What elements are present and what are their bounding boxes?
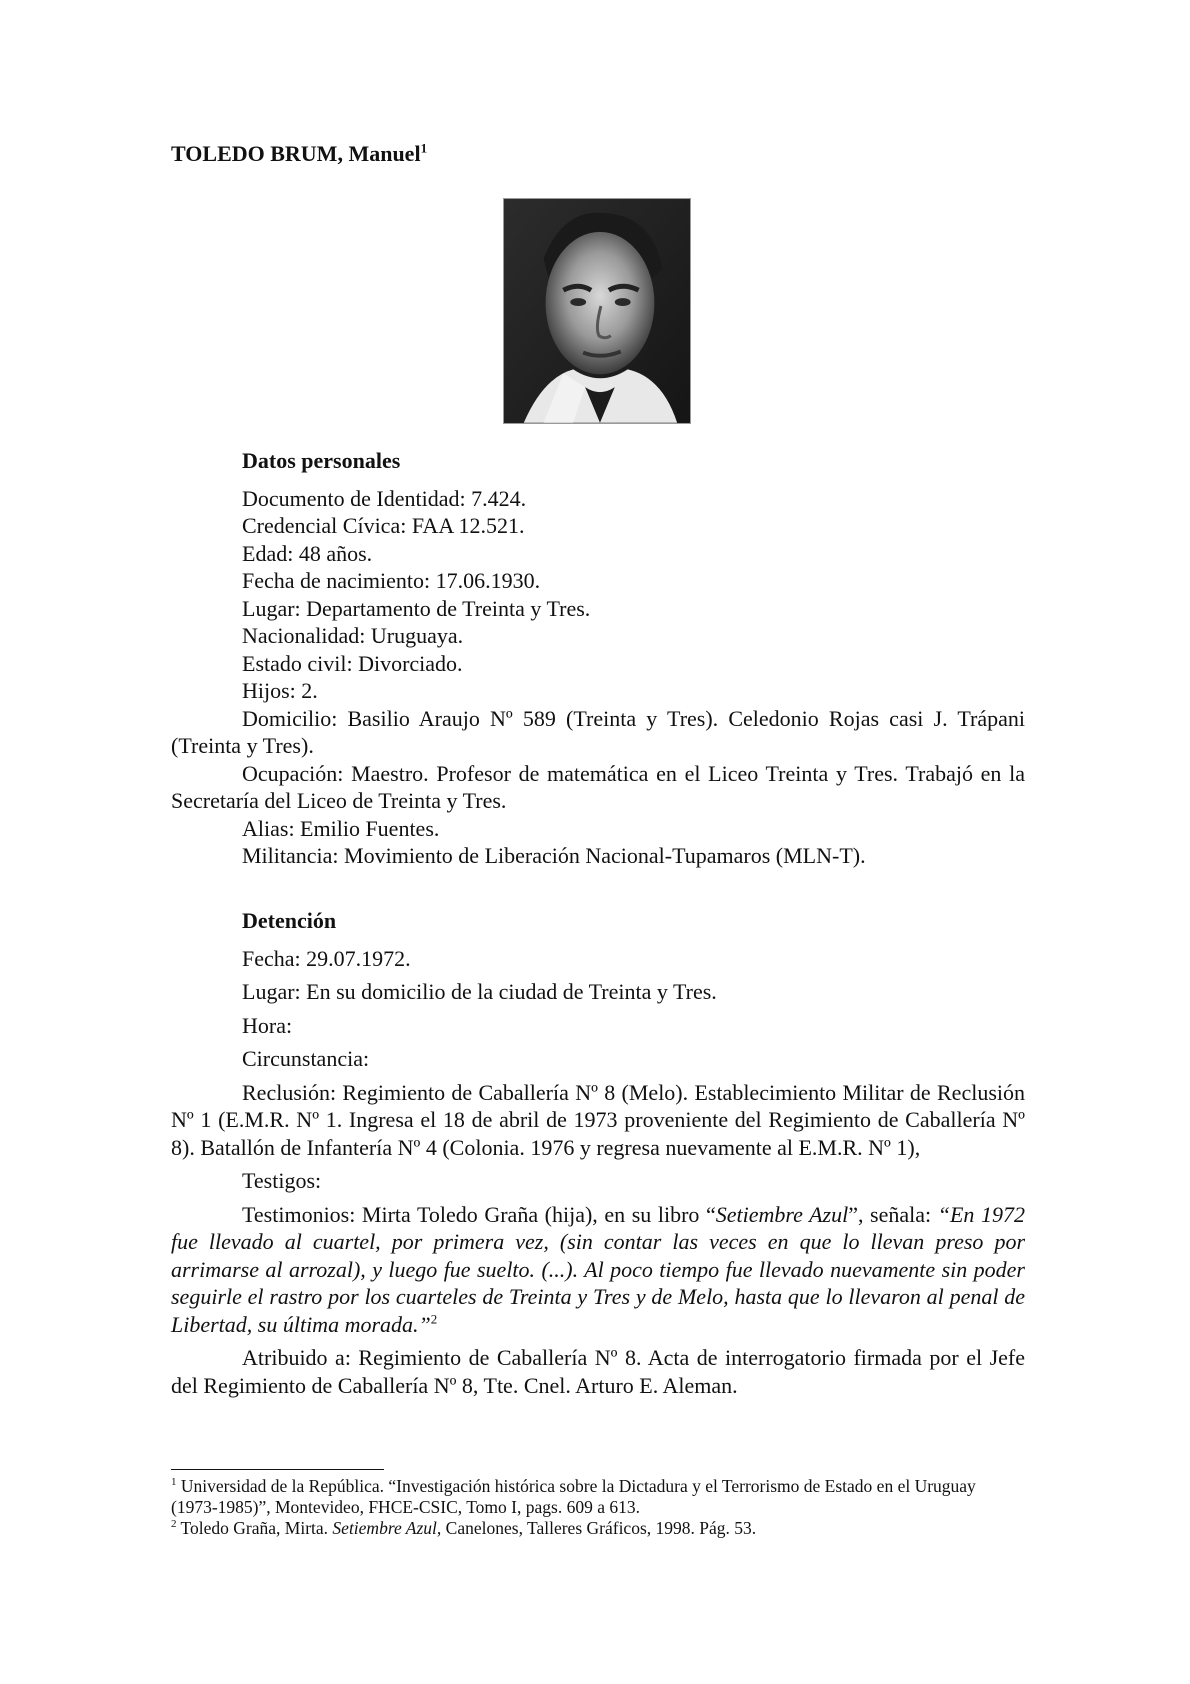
field-nacionalidad: Nacionalidad: Uruguaya. <box>242 623 464 648</box>
field-lugar-nacimiento: Lugar: Departamento de Treinta y Tres. <box>242 595 591 621</box>
footnote-2-text-b: Canelones, Talleres Gráficos, 1998. Pág. 53. <box>441 1518 757 1538</box>
field-fecha-nacimiento: Fecha de nacimiento: 17.06.1930. <box>242 568 541 593</box>
field-documento: Documento de Identidad: 7.424. <box>242 485 527 511</box>
field-estado-civil: Estado civil: Divorciado. <box>242 650 463 676</box>
field-credencial: Credencial Cívica: FAA 12.521. <box>242 513 525 538</box>
field-testigos: Testigos: <box>242 1168 322 1193</box>
field-domicilio: Domicilio: Basilio Araujo Nº 589 (Treinta y Tres). Celedonio Rojas casi J. Trápani (Treinta y Tres). <box>171 705 1025 758</box>
field-hijos: Hijos: 2. <box>242 678 318 703</box>
footnote-1-text: Universidad de la República. “Investigación histórica sobre la Dictadura y el Terrorismo de Estado en el Uruguay (1973-1985)”, Montevideo, FHCE-CSIC, Tomo I, pags. 609 a 613. <box>171 1476 976 1517</box>
testimony-quote: “En 1972 fue llevado al cuartel, por primera vez, (sin contar las veces en que lo llevan preso por arrimarse al arrozal), y luego fue suelto. (...). Al poco tiempo fue llevado nuevamente sin poder seguirle el rastro por los cuarteles de Treinta y Tres y de Melo, hasta que lo llevaron al penal de Libertad, su última morada.” <box>171 1201 1025 1337</box>
footnote-ref-2: 2 <box>430 1311 438 1327</box>
field-militancia: Militancia: Movimiento de Liberación Nacional-Tupamaros (MLN-T). <box>242 843 866 868</box>
detention-section <box>171 907 1025 1399</box>
section-heading-datos: Datos personales <box>242 448 401 473</box>
footnote-divider <box>171 1469 384 1470</box>
book-title: Setiembre Azul <box>715 1201 849 1227</box>
footnote-2 <box>171 1518 1025 1539</box>
footnote-1-mark: 1 <box>171 1476 177 1489</box>
field-atribuido: Atribuido a: Regimiento de Caballería Nº 8. Acta de interrogatorio firmada por el Jefe del Regimiento de Caballería Nº 8, Tte. Cnel. Arturo E. Aleman. <box>171 1345 1025 1398</box>
personal-data-section <box>171 447 1025 870</box>
testimonios-intro: Testimonios: Mirta Toledo Graña (hija), en su libro “ <box>242 1201 716 1227</box>
field-lugar-detencion: Lugar: En su domicilio de la ciudad de Treinta y Tres. <box>242 979 717 1004</box>
field-testimonios <box>171 1201 1025 1339</box>
footnote-2-mark: 2 <box>171 1518 177 1531</box>
portrait-photo <box>503 198 691 424</box>
person-name: TOLEDO BRUM, Manuel <box>171 141 421 166</box>
field-ocupacion: Ocupación: Maestro. Profesor de matemática en el Liceo Treinta y Tres. Trabajó en la Secretaría del Liceo de Treinta y Tres. <box>171 760 1025 813</box>
field-reclusion: Reclusión: Regimiento de Caballería Nº 8 (Melo). Establecimiento Militar de Reclusión Nº 1 (E.M.R. Nº 1. Ingresa el 18 de abril de 1973 proveniente del Regimiento de Caballería Nº 8). Batallón de Infantería Nº 4 (Colonia. 1976 y regresa nuevamente al E.M.R. Nº 1), <box>171 1079 1025 1160</box>
footnote-2-book: Setiembre Azul, <box>332 1518 442 1538</box>
testimonios-mid: ”, señala: <box>848 1201 938 1227</box>
field-alias: Alias: Emilio Fuentes. <box>242 815 440 841</box>
field-edad: Edad: 48 años. <box>242 540 373 566</box>
field-fecha-detencion: Fecha: 29.07.1972. <box>242 945 411 971</box>
footnotes <box>171 1469 1025 1539</box>
section-heading-detencion: Detención <box>242 908 337 933</box>
footnote-2-text-a: Toledo Graña, Mirta. <box>176 1518 333 1538</box>
footnote-ref-1: 1 <box>420 140 428 156</box>
page-title <box>171 140 427 167</box>
footnote-1 <box>171 1476 1025 1518</box>
portrait-image <box>504 199 690 423</box>
field-circunstancia: Circunstancia: <box>242 1046 370 1071</box>
field-hora: Hora: <box>242 1012 293 1038</box>
